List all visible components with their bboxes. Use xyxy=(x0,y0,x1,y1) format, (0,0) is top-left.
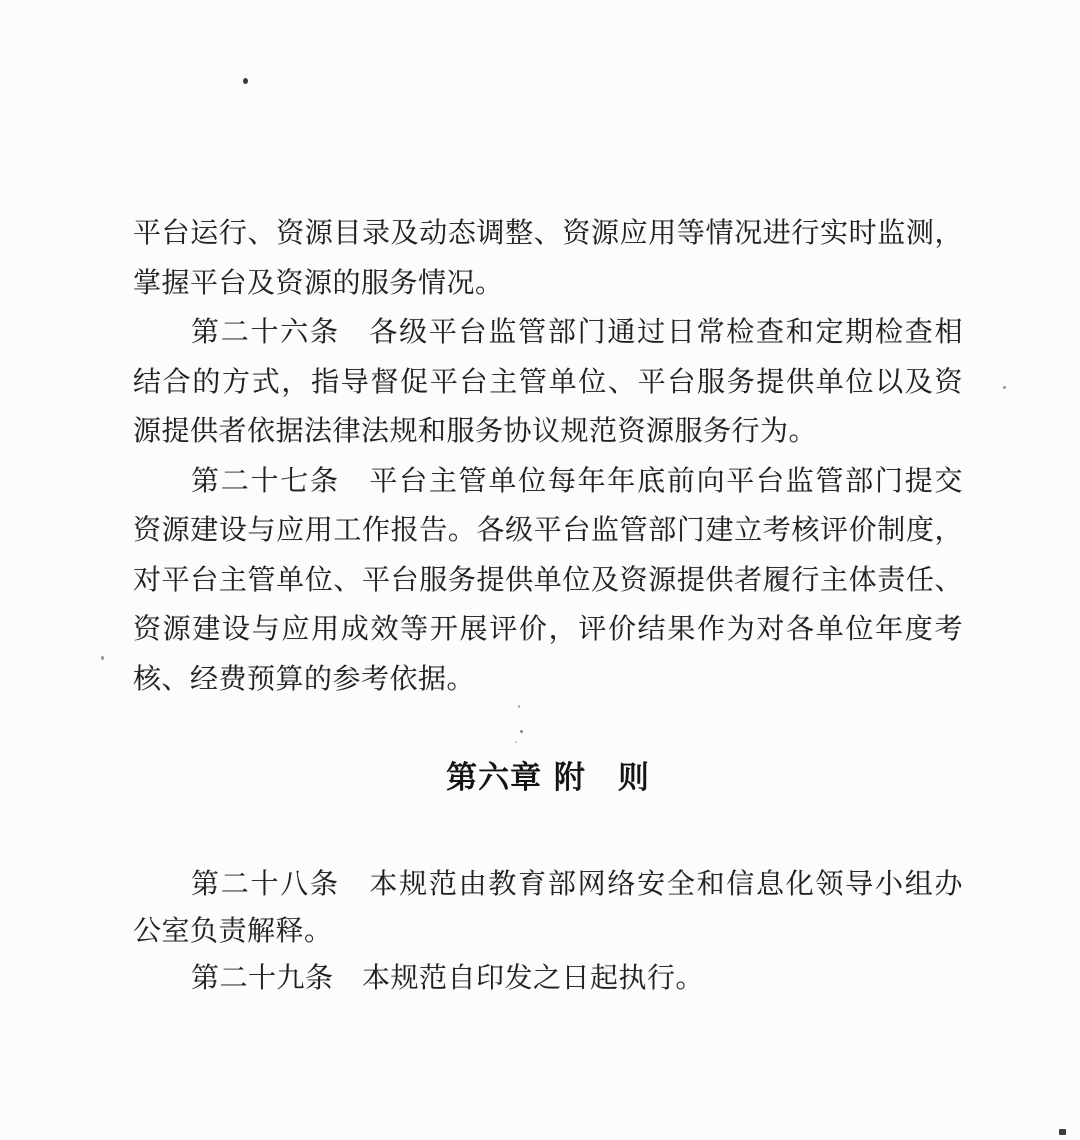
body-line: 结合的方式，指导督促平台主管单位、平台服务提供单位以及资 xyxy=(133,366,963,398)
body-line: 资源建设与应用成效等开展评价，评价结果作为对各单位年度考 xyxy=(133,614,963,645)
scan-speck xyxy=(243,78,248,84)
body-line: 公室负责解释。 xyxy=(133,916,333,947)
scan-speck xyxy=(515,741,517,743)
scan-speck xyxy=(101,656,104,660)
body-line: 源提供者依据法律法规和服务协议规范资源服务行为。 xyxy=(133,416,818,447)
chapter-heading: 第六章 附 则 xyxy=(446,760,650,796)
scan-speck xyxy=(1059,1129,1066,1135)
body-paragraphs xyxy=(133,209,963,704)
body-line: 对平台主管单位、平台服务提供单位及资源提供者履行主体责任、 xyxy=(133,564,963,596)
body-line: 核、经费预算的参考依据。 xyxy=(133,663,476,695)
scan-speck xyxy=(1003,386,1006,389)
body-line: 资源建设与应用工作报告。各级平台监管部门建立考核评价制度， xyxy=(133,515,963,546)
scan-speck xyxy=(520,730,523,733)
body-line: 平台运行、资源目录及动态调整、资源应用等情况进行实时监测， xyxy=(133,218,963,249)
article-27-line: 第二十七条 平台主管单位每年年底前向平台监管部门提交 xyxy=(191,465,963,497)
body-line: 掌握平台及资源的服务情况。 xyxy=(133,267,504,299)
article-26-line: 第二十六条 各级平台监管部门通过日常检查和定期检查相 xyxy=(191,317,963,348)
scan-speck xyxy=(518,705,520,708)
article-29-line: 第二十九条 本规范自印发之日起执行。 xyxy=(191,963,705,994)
closing-paragraphs xyxy=(133,861,963,1002)
article-28-line: 第二十八条 本规范由教育部网络安全和信息化领导小组办 xyxy=(191,869,963,900)
